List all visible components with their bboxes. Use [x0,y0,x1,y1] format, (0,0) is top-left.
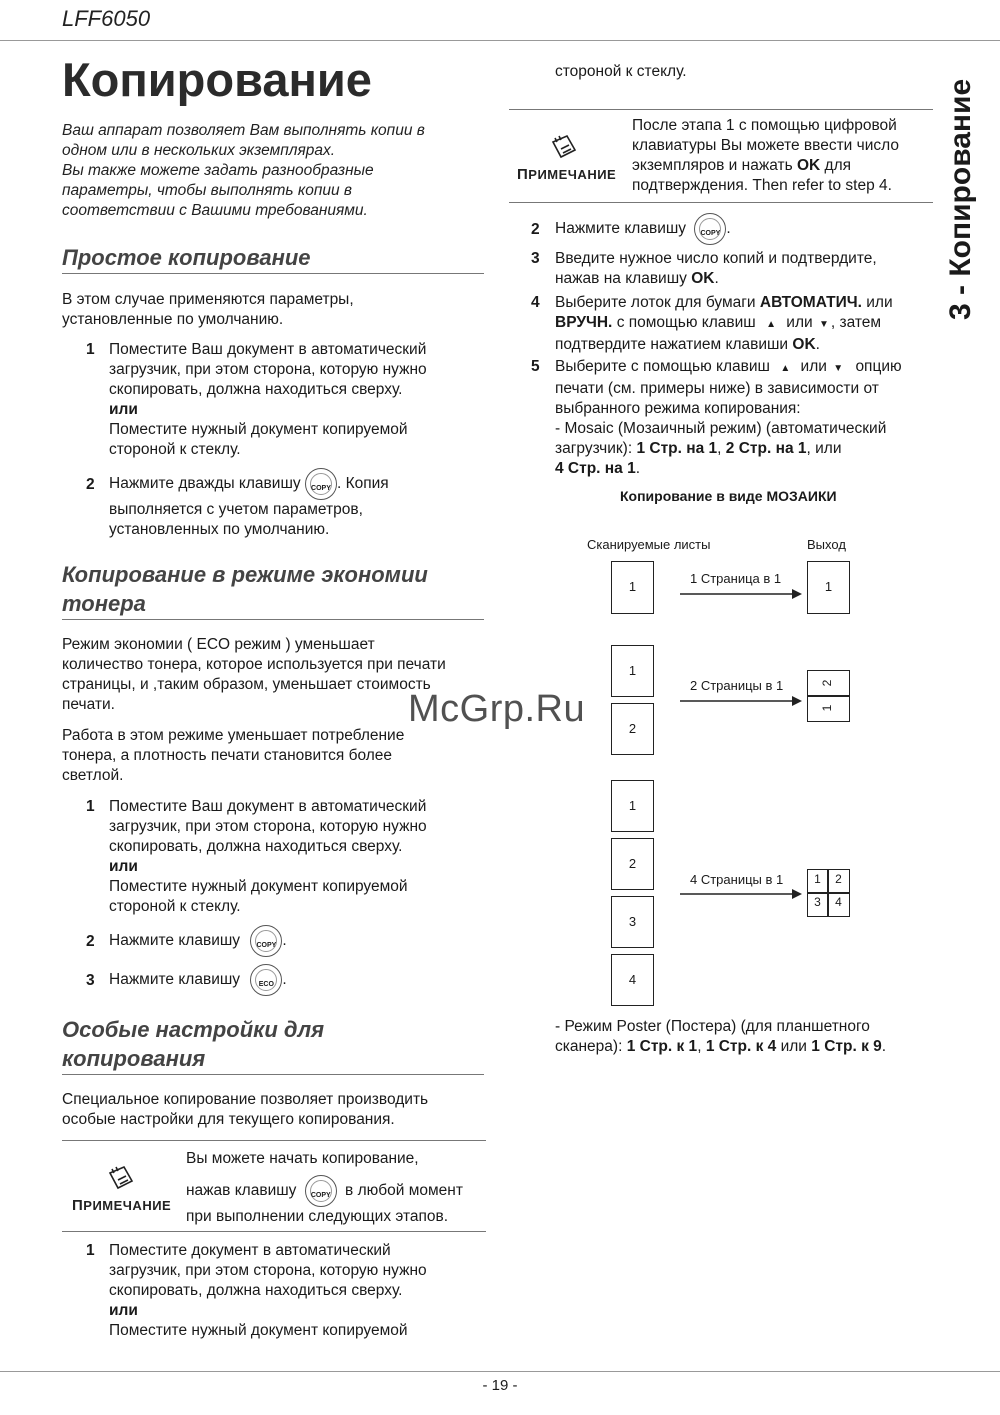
note-ok: OK [796,157,821,174]
copy-button-icon [250,925,282,957]
special-step-1 [62,1241,482,1341]
step-text: , [717,440,722,457]
step-number: 1 [86,798,95,815]
intro-line: параметры, чтобы выполнять копии в [62,182,352,199]
para-line: печати. [62,696,115,713]
row2-label: 2 Страницы в 1 [690,678,784,693]
chapter-side-tab [936,60,986,320]
step-line: стороной к стеклу. [109,441,241,458]
step-line: Поместите нужный документ копируемой [109,421,408,438]
header-model: LFF6050 [62,6,151,31]
mosaic-option: 4 Стр. на 1 [555,460,636,477]
page-title: Копирование [62,53,372,106]
scanned-sheet: 3 [611,896,654,948]
note-pad-icon [547,130,581,160]
scanned-sheet: 4 [611,954,654,1006]
step-line: скопировать, должна находиться сверху. [109,1282,403,1299]
heading-line: копирования [62,1046,206,1071]
intro-line: Вы также можете задать разнообразные [62,162,374,179]
scanned-sheet: 2 [611,703,654,755]
note-line: подтверждения. Then refer to step 4. [632,177,892,194]
note-label-initial: П [517,166,529,183]
step-line: Поместите нужный документ копируемой [109,878,408,895]
step-text: Нажмите клавишу [109,932,241,950]
para-line: Режим экономии ( ECO режим ) уменьшает [62,636,375,653]
section-divider [62,1074,484,1075]
arrow-icon [680,695,802,707]
copy-button-icon [305,1175,337,1207]
scanned-sheet: 2 [611,838,654,890]
intro-line: одном или в нескольких экземплярах. [62,142,336,159]
para-line: количество тонера, которое используется при печати [62,656,446,673]
ok-label: OK [792,336,816,353]
step-text: нажав на клавишу [555,270,687,287]
mosaic-option: 2 Стр. на 1 [725,440,807,457]
output-page-number: 2 [835,872,842,886]
para-line: светлой. [62,767,124,784]
step-text: или [786,314,813,331]
step-line: выполняется с учетом параметров, [109,501,363,518]
output-sheet-2up [807,670,850,722]
step-text: Нажмите клавишу [109,971,241,989]
auto-option: АВТОМАТИЧ. [759,294,862,311]
eco-step-1 [62,797,482,917]
note-label-rest: РИМЕЧАНИЕ [83,1198,172,1213]
step-text: . [714,270,719,287]
step-text: . [726,220,731,238]
copy-icon-label: COPY [256,942,277,949]
section-heading-simple: Простое копирование [62,245,311,270]
para-line: тонера, а плотность печати становится более [62,747,393,764]
step-text: . [815,336,820,353]
or-label: или [109,858,138,875]
poster-text [555,1017,935,1057]
note-text-part: экземпляров и нажать [632,157,793,174]
down-arrow-icon: ▼ [818,319,829,330]
simple-para [62,290,482,330]
step-line: загрузчик, при этом сторона, которую нужно [109,361,427,378]
watermark: McGrp.Ru [408,688,586,730]
step-line: скопировать, должна находиться сверху. [109,381,403,398]
output-label: Выход [807,537,846,552]
up-arrow-icon: ▲ [780,363,791,374]
poster-text-part: или [780,1038,807,1055]
note-box-right [509,109,933,203]
simple-step-2 [62,468,482,540]
step-text: или [800,358,827,375]
scanned-sheet: 1 [611,561,654,614]
eco-icon-label: ECO [258,981,274,988]
step-text: опцию [855,358,902,375]
para-line: установленные по умолчанию. [62,311,284,328]
output-page-number: 1 [820,704,834,712]
scanned-label: Сканируемые листы [587,537,711,552]
step-text: , затем [830,314,882,331]
poster-line: - Режим Poster (Постера) (для планшетного [555,1018,870,1035]
step-text: . [282,932,287,950]
header-divider [0,40,1000,41]
poster-text-part: сканера): [555,1038,623,1055]
para-line: Работа в этом режиме уменьшает потребление [62,727,405,744]
page-number: - 19 - [482,1377,518,1394]
intro-text [62,121,482,221]
note-label [72,1197,171,1214]
step-line: Поместите Ваш документ в автоматический [109,798,427,815]
arrow-icon [680,888,802,900]
step-line: печати (см. примеры ниже) в зависимости от [555,380,879,397]
step-line: загрузчик, при этом сторона, которую нужно [109,1262,427,1279]
step-number: 3 [86,972,95,989]
note-label [517,166,616,183]
note-line: После этапа 1 с помощью цифровой [632,117,897,134]
chapter-side-tab-label: 3 - Копирование [944,78,977,320]
step-text: Нажмите клавишу [555,220,687,238]
step-line: загрузчик, при этом сторона, которую нужно [109,818,427,835]
or-label: или [109,1302,138,1319]
poster-text-part: , [697,1038,702,1055]
step-text: Выберите с помощью клавиш [555,358,770,375]
copy-icon-label: COPY [311,485,331,492]
eco-step-3 [62,964,482,996]
right-step-4 [509,293,949,355]
footer-divider [0,1371,1000,1372]
poster-option: 1 Стр. к 9 [811,1038,882,1055]
note-line: при выполнении следующих этапов. [186,1208,449,1225]
poster-text-part: . [881,1038,887,1055]
copy-button-icon [694,213,726,245]
split-line [808,892,849,894]
note-label-initial: П [72,1197,84,1214]
output-page-number: 1 [814,872,821,886]
arrow-icon [680,588,802,600]
step-text: , или [806,440,842,457]
note-text-part: нажав клавишу [186,1182,297,1200]
step-line: стороной к стеклу. [109,898,241,915]
split-line [808,695,849,697]
para-line: В этом случае применяются параметры, [62,291,354,308]
step-number: 2 [86,476,95,493]
para-line: Специальное копирование позволяет производить [62,1091,429,1108]
step-text: Нажмите дважды клавишу [109,475,301,493]
step-text: Выберите лоток для бумаги [555,294,756,311]
step-text: . [635,460,641,477]
row3-label: 4 Страницы в 1 [690,872,784,887]
down-arrow-icon: ▼ [833,363,844,374]
step-text: . Копия [336,475,389,493]
output-page-number: 3 [814,895,821,909]
heading-line: Копирование в режиме экономии [62,562,428,587]
section-heading-eco [62,560,428,618]
step-line: - Mosaic (Мозаичный режим) (автоматический [555,420,887,437]
heading-line: Особые настройки для [62,1017,325,1042]
step-text: . [282,971,287,989]
note-pad-icon [104,1161,138,1191]
output-page-number: 2 [820,679,834,687]
manual-option: ВРУЧН. [555,314,613,331]
step-line: Введите нужное число копий и подтвердите, [555,250,877,267]
section-divider [62,273,484,274]
eco-button-icon [250,964,282,996]
step-number: 5 [531,358,540,375]
step-text: или [866,294,893,311]
note-text-part: для [824,157,852,174]
step-line: скопировать, должна находиться сверху. [109,838,403,855]
output-sheet-4up [807,869,850,917]
note-text [186,1149,486,1227]
copy-icon-label: COPY [700,230,721,237]
note-box [62,1140,486,1232]
step-text: загрузчик): [555,440,633,457]
output-sheet: 1 [807,561,850,614]
note-text [632,116,932,196]
right-step-2 [509,213,939,245]
para-line: страницы, и ,таким образом, уменьшает стоимость [62,676,431,693]
step-number: 3 [531,250,540,267]
note-line: Вы можете начать копирование, [186,1150,419,1167]
right-step-3 [509,249,939,289]
step-line: выбранного режима копирования: [555,400,801,417]
scanned-sheet: 1 [611,645,654,697]
step-line: установленных по умолчанию. [109,521,330,538]
note-text-part: в любой момент [345,1182,463,1200]
para-line: особые настройки для текущего копирования. [62,1111,395,1128]
poster-option: 1 Стр. к 1 [626,1038,698,1055]
intro-line: соответствии с Вашими требованиями. [62,202,368,219]
continued-text: стороной к стеклу. [555,63,687,80]
ok-label: OK [691,270,715,287]
up-arrow-icon: ▲ [766,319,776,330]
diagram-title: Копирование в виде МОЗАИКИ [620,488,837,504]
section-heading-special [62,1015,324,1073]
step-text: с помощью клавиш [616,314,756,331]
or-label: или [109,401,138,418]
copy-icon-label: COPY [310,1192,331,1199]
intro-line: Ваш аппарат позволяет Вам выполнять копии в [62,122,425,139]
simple-step-1 [62,340,482,460]
note-line: клавиатуры Вы можете ввести число [632,137,899,154]
right-step-5 [509,357,949,479]
step-number: 4 [531,294,540,311]
step-number: 1 [86,341,95,358]
mosaic-option: 1 Стр. на 1 [636,440,718,457]
eco-step-2 [62,925,482,957]
scanned-sheet: 1 [611,780,654,832]
step-text: подтвердите нажатием клавиши [555,336,789,353]
step-number: 1 [86,1242,95,1259]
eco-para-2 [62,726,492,786]
output-page-number: 4 [835,895,842,909]
note-label-rest: РИМЕЧАНИЕ [528,167,617,182]
section-divider [62,619,484,620]
step-line: Поместите нужный документ копируемой [109,1322,408,1339]
heading-line: тонера [62,591,146,616]
special-para [62,1090,492,1130]
step-number: 2 [86,933,95,950]
step-line: Поместите документ в автоматический [109,1242,391,1259]
poster-option: 1 Стр. к 4 [705,1038,777,1055]
step-line: Поместите Ваш документ в автоматический [109,341,427,358]
copy-button-icon [305,468,337,500]
row1-label: 1 Страница в 1 [690,571,782,586]
step-number: 2 [531,221,540,238]
